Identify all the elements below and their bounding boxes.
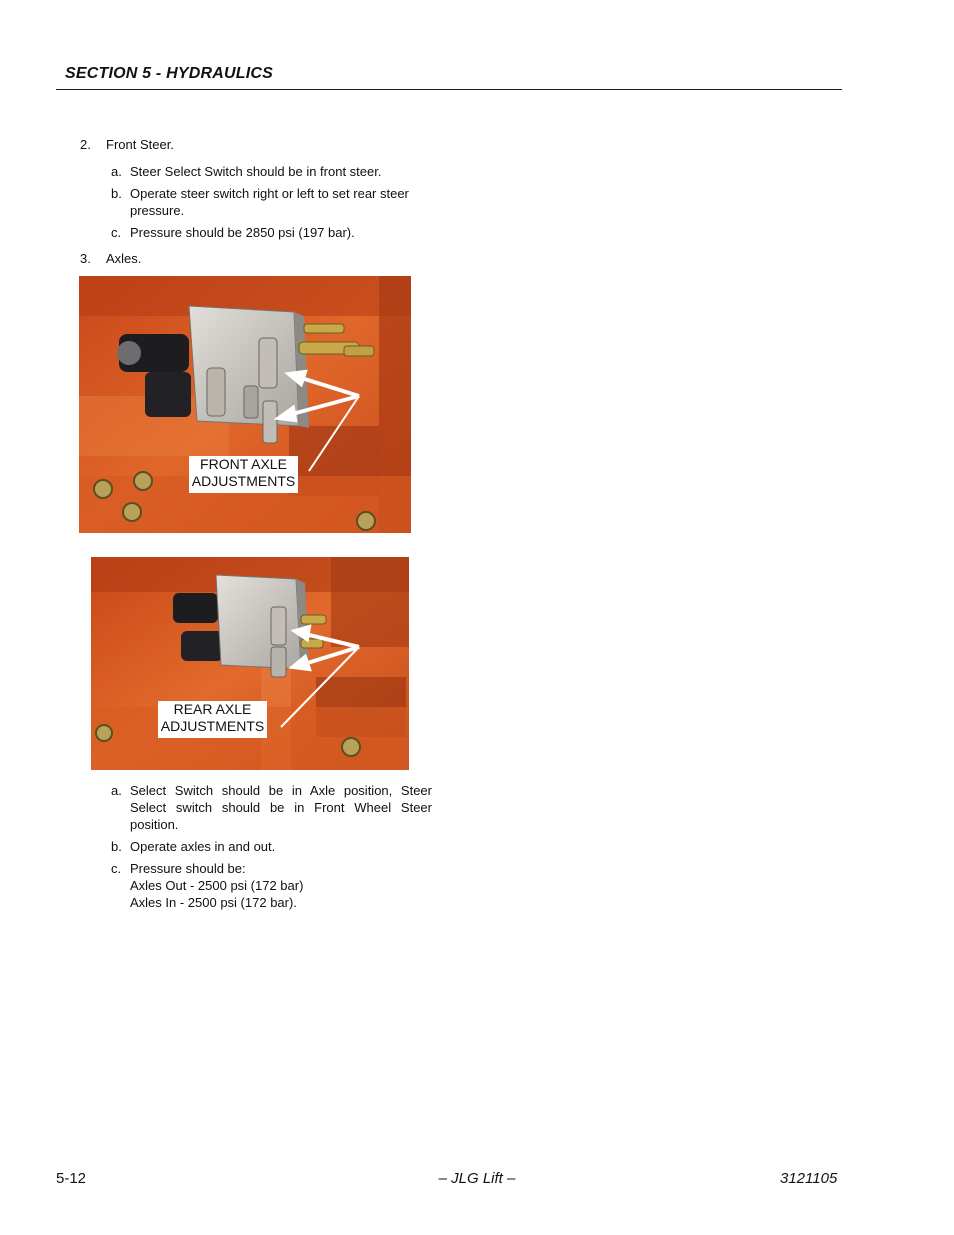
substep-line: Axles In - 2500 psi (172 bar).: [130, 895, 297, 910]
step-number: 3.: [80, 251, 91, 266]
page-number: 5-12: [56, 1170, 87, 1187]
footer-brand: – JLG Lift –: [438, 1170, 516, 1187]
front-axle-photo: [79, 276, 411, 533]
substep-letter: c.: [111, 861, 122, 876]
front-axle-callout: [189, 456, 298, 493]
substep-text: Steer Select Switch should be in front steer.: [130, 164, 382, 179]
substep-letter: b.: [111, 839, 122, 854]
substep-letter: a.: [111, 783, 122, 798]
substep-letter: b.: [111, 186, 122, 201]
substep-text: Select Switch should be in Axle position, Steer Select switch should be in Front Wheel Steer position.: [130, 783, 432, 832]
substep-text-block: [130, 860, 432, 911]
substep-letter: a.: [111, 164, 122, 179]
step-title: Axles.: [106, 251, 142, 266]
document-number: 3121105: [780, 1170, 838, 1187]
callout-line: ADJUSTMENTS: [160, 718, 265, 734]
rear-axle-callout: [158, 701, 267, 738]
step-title: Front Steer.: [106, 137, 174, 152]
callout-line: REAR AXLE: [173, 701, 252, 717]
substep-line: Pressure should be:: [130, 861, 246, 876]
substep-text: Operate steer switch right or left to set rear steer pressure.: [130, 186, 409, 218]
substep-text: Operate axles in and out.: [130, 839, 276, 854]
substep-letter: c.: [111, 225, 122, 240]
rear-axle-photo: [91, 557, 409, 770]
section-title: SECTION 5 - HYDRAULICS: [65, 65, 273, 82]
step-number: 2.: [80, 137, 91, 152]
callout-line: FRONT AXLE: [200, 456, 287, 472]
substep-text: Pressure should be 2850 psi (197 bar).: [130, 225, 355, 240]
header-rule: [56, 89, 842, 90]
callout-line: ADJUSTMENTS: [191, 473, 296, 489]
substep-line: Axles Out - 2500 psi (172 bar): [130, 878, 304, 893]
